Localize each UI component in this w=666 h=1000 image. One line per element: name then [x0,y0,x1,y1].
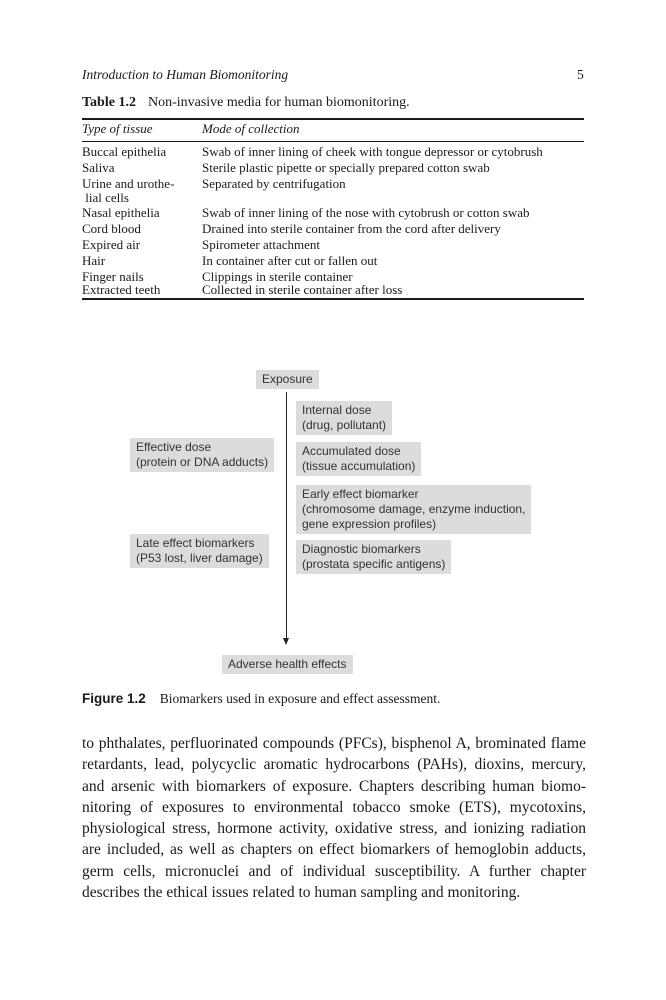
box-title: Early effect biomarker [302,487,419,501]
box-detail: (tissue accumulation) [302,459,416,473]
table-cell-tissue: Saliva [82,160,115,175]
box-detail: (chromosome damage, enzyme induction, [302,502,526,516]
running-title: Introduction to Human Biomonitoring [82,67,289,82]
diagram-arrow-line [286,392,287,639]
box-detail: (protein or DNA adducts) [136,455,269,469]
table-cell-tissue: Expired air [82,237,141,252]
box-detail: gene expression profiles) [302,517,437,531]
table-cell-collection: In container after cut or fallen out [202,253,378,268]
table-cell-tissue: Extracted teeth [82,282,161,297]
diagnostic-biomarkers-box [296,540,451,574]
table-cell-collection: Swab of inner lining of the nose with cytobrush or cotton swab [202,205,530,220]
table-caption [82,95,410,111]
page-number: 5 [577,67,584,82]
body-paragraph: to phthalates, perfluorinated compounds (PFCs), bisphenol A, brominated flame retardants, lead, polycyclic aromatic hydrocarbons (PAHs), dioxins, mercury, and arsenic with biomarkers of exposure. Chapters describing human biomonitoring of exposures to environmental tobacco smoke (ETS), mycotoxins, physiological stress, hormone activity, oxidative stress, and ionizing radiation are included, as well as chapters on effect biomarkers of hemoglobin adducts, germ cells, micronuclei and of individual susceptibility. A further chapter describes the ethical issues related to human sampling and monitoring. [82,735,586,902]
box-title: Diagnostic biomarkers [302,542,421,556]
table-bottom-rule [82,298,584,300]
box-title: Internal dose [302,403,372,417]
figure-caption [82,691,440,707]
table-label: Table 1.2 [82,95,136,110]
box-detail: (P53 lost, liver damage) [136,551,263,565]
table-cell-tissue: Nasal epithelia [82,205,160,220]
exposure-label: Exposure [262,372,313,386]
table-cell-collection: Drained into sterile container from the cord after delivery [202,221,501,236]
box-title: Accumulated dose [302,444,401,458]
adverse-effects-label: Adverse health effects [228,657,347,671]
adverse-effects-box [222,655,353,674]
table-cell-tissue: Buccal epithelia [82,144,167,159]
effective-dose-box [130,438,274,472]
box-title: Late effect biomarkers [136,536,255,550]
table-cell-tissue: Cord blood [82,221,141,236]
table-cell-collection: Separated by centrifugation [202,176,346,191]
table-cell-collection: Sterile plastic pipette or specially prepared cotton swab [202,160,490,175]
box-detail: (prostata specific antigens) [302,557,446,571]
table-cell-collection: Swab of inner lining of cheek with tongue depressor or cytobrush [202,144,543,159]
table-cell-collection: Spirometer attachment [202,237,321,252]
table-header-tissue: Type of tissue [82,121,153,136]
accumulated-dose-box [296,442,421,476]
table-cell-collection: Clippings in sterile container [202,269,353,284]
table-cell-tissue: Finger nails [82,269,144,284]
table-header-rule [82,141,584,142]
table-cell-tissue: Urine and urothe- lial cells [82,176,175,205]
late-effect-box [130,534,269,568]
box-title: Effective dose [136,440,212,454]
table-top-rule [82,118,584,120]
figure-label: Figure 1.2 [82,691,146,706]
box-detail: (drug, pollutant) [302,418,387,432]
table-caption-text: Non-invasive media for human biomonitoring. [147,95,410,110]
table-cell-tissue: Hair [82,253,106,268]
table-header-collection: Mode of collection [202,121,300,136]
exposure-box [256,370,319,389]
early-effect-box [296,485,531,534]
diagram-arrowhead [283,638,289,645]
figure-caption-text: Biomarkers used in exposure and effect assessment. [159,691,441,706]
table-cell-collection: Collected in sterile container after loss [202,282,403,297]
internal-dose-box [296,401,392,435]
